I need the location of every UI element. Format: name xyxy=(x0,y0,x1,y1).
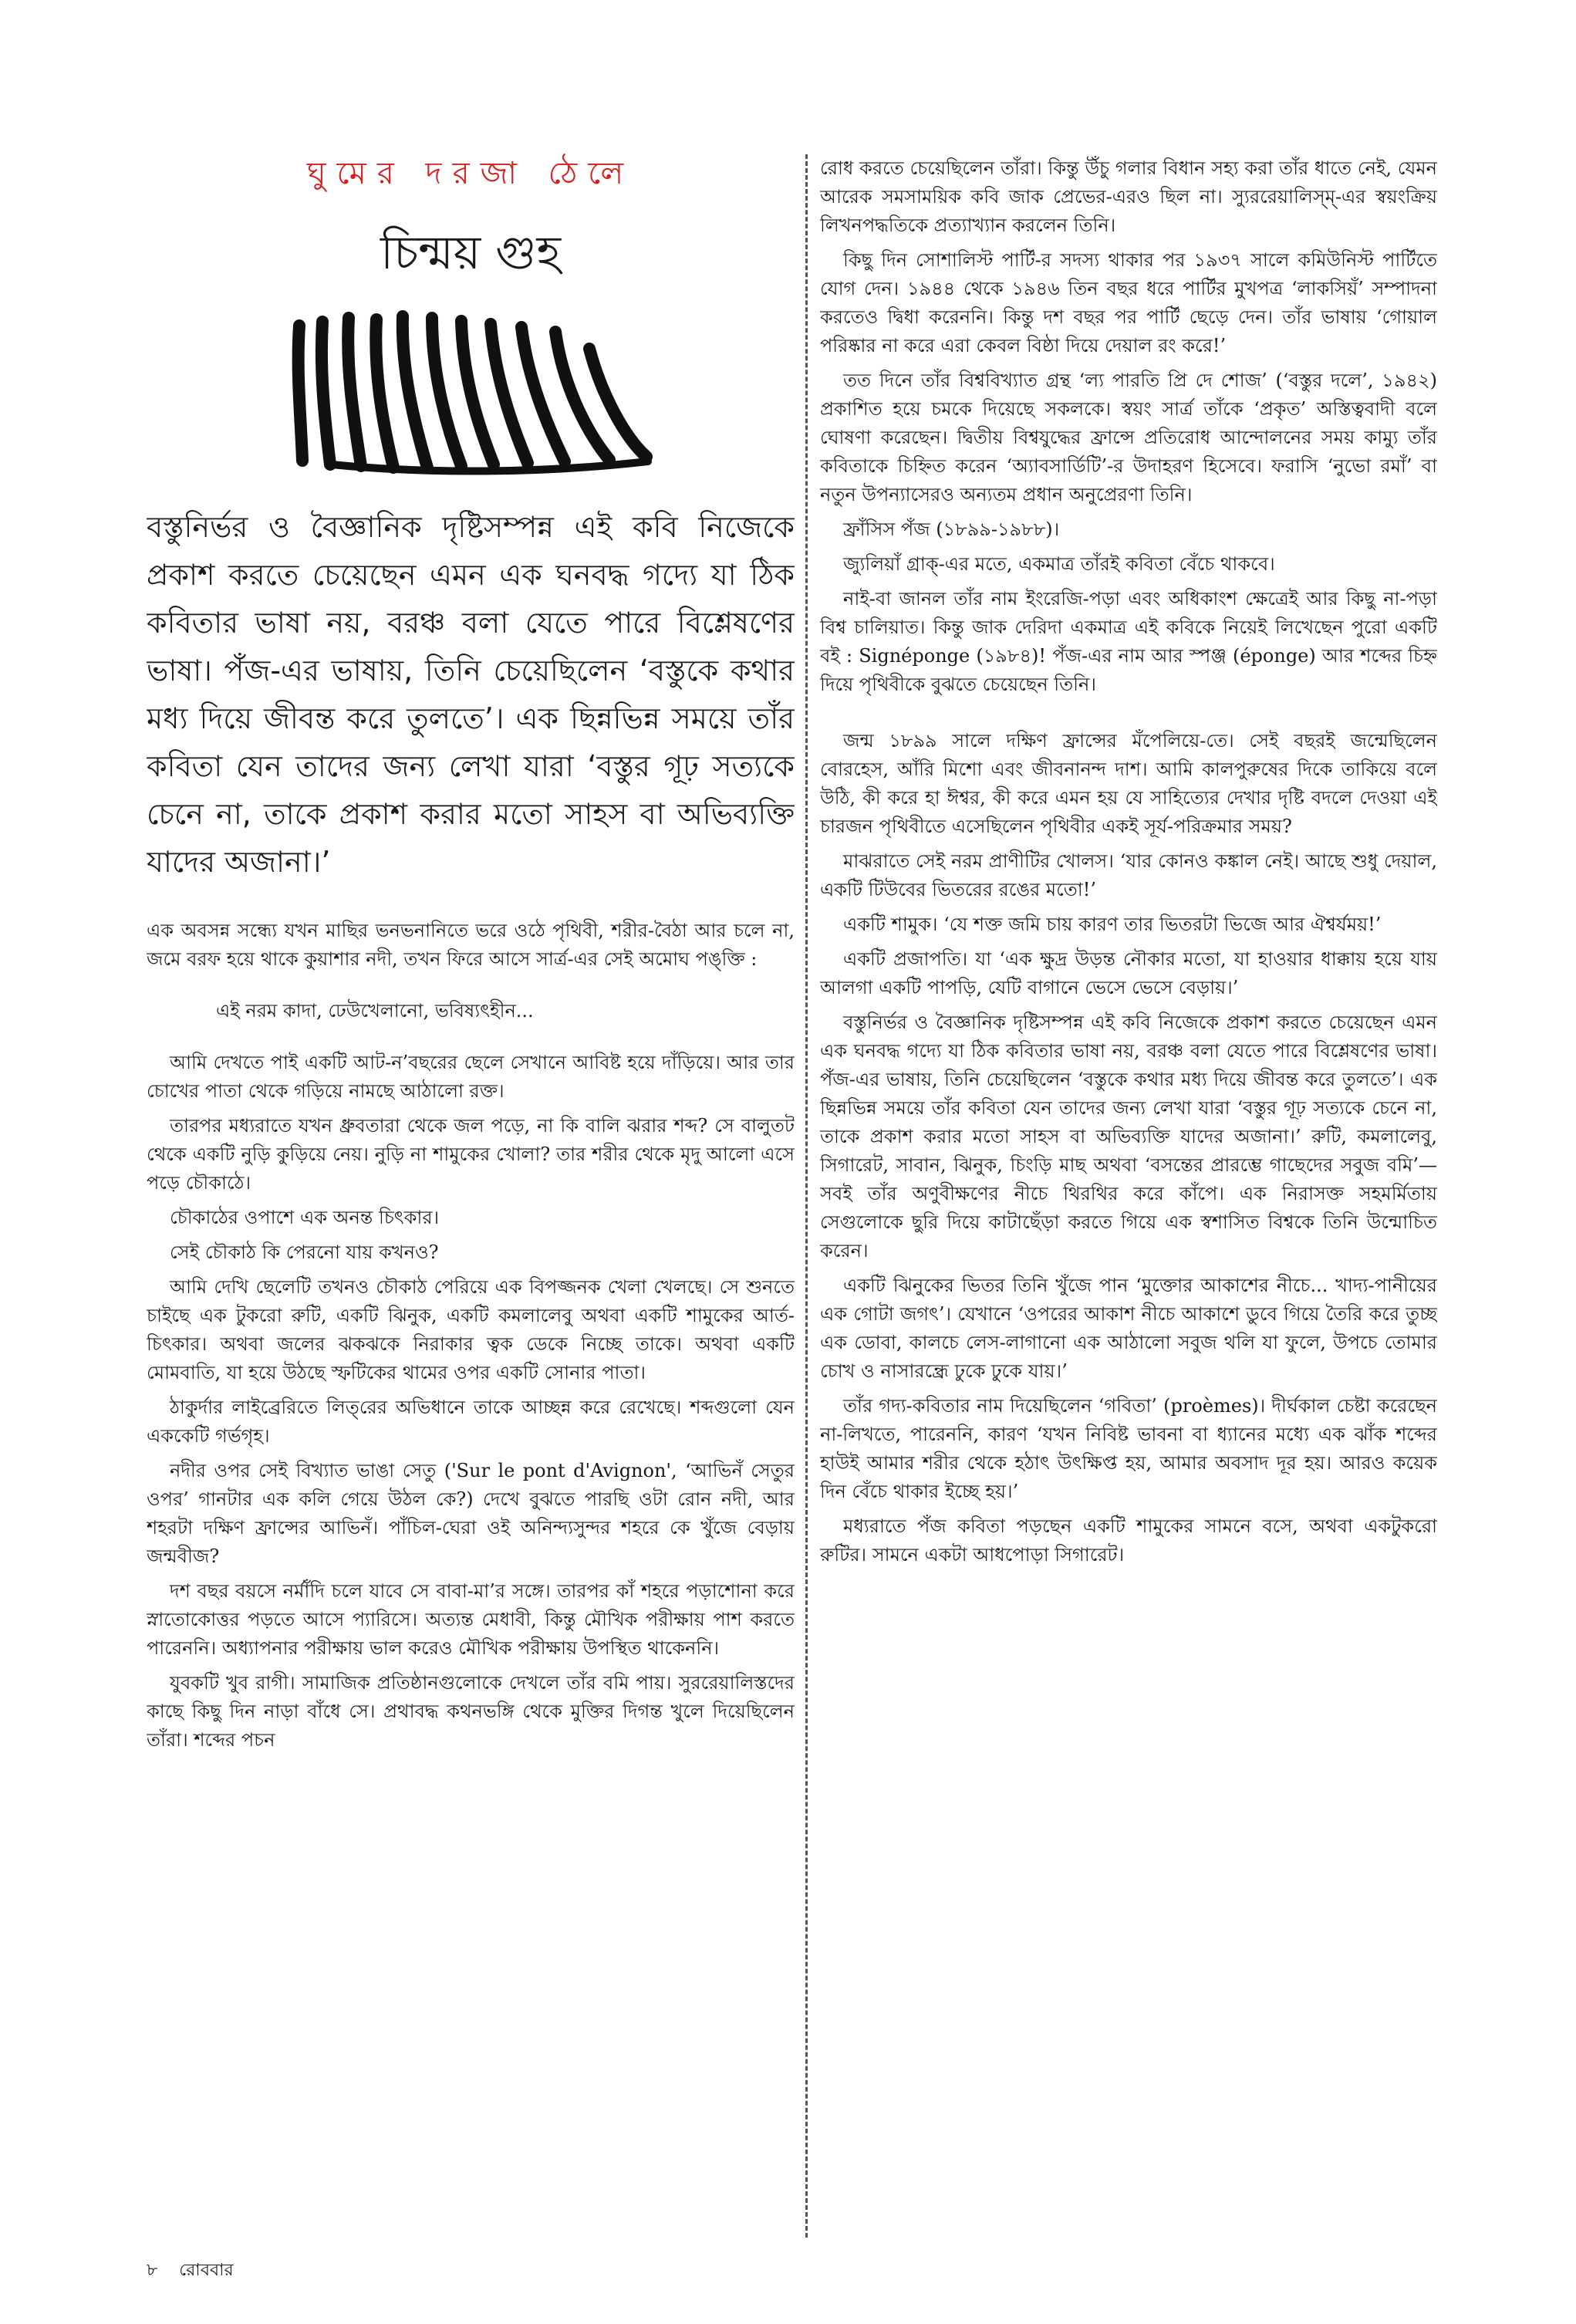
right-paragraph-14: মধ্যরাতে পঁজ কবিতা পড়ছেন একটি শামুকের সামনে বসে, অথবা একটুকরো রুটির। সামনে একটা আধপোড়া সিগারেট। xyxy=(820,1515,1437,1566)
left-paragraph-2: আমি দেখতে পাই একটি আট-ন’বছরের ছেলে সেখানে আবিষ্ট হয়ে দাঁড়িয়ে। আর তার চোখের পাতা থেকে গড়িয়ে নামছে আঠালো রক্ত। xyxy=(147,1052,795,1102)
left-paragraph-7: ঠাকুর্দার লাইব্রেরিতে লিত্‌রের অভিধানে তাকে আচ্ছন্ন করে রেখেছে। শব্দগুলো যেন এককেটি গর্ভগৃহ। xyxy=(147,1397,795,1447)
right-paragraph-1: রোধ করতে চেয়েছিলেন তাঁরা। কিন্তু উঁচু গলার বিধান সহ্য করা তাঁর ধাতে নেই, যেমন আরেক সমসাময়িক কবি জাক প্রেভের-এরও ছিল না। স্যুররেয়ালিস্‌ম্‌-এর স্বয়ংক্রিয় লিখনপদ্ধতিকে প্রত্যাখ্যান করলেন তিনি। xyxy=(820,157,1437,236)
left-paragraph-8: নদীর ওপর সেই বিখ্যাত ভাঙা সেতু ('Sur le pont d'Avignon', ‘আভিনঁ সেতুর ওপর’ গানটার এক কলি গেয়ে উঠল কে?) দেখে বুঝতে পারছি ওটা রোন নদী, আর শহরটা দক্ষিণ ফ্রান্সের আভিনঁ। পাঁচিল-ঘেরা ওই অনিন্দ্যসুন্দর শহরে কে খুঁজে বেড়ায় জন্মবীজ? xyxy=(147,1460,795,1567)
left-paragraph-4: চৌকাঠের ওপাশে এক অনন্ত চিৎকার। xyxy=(170,1207,440,1228)
right-paragraph-13: তাঁর গদ্য-কবিতার নাম দিয়েছিলেন ‘গবিতা’ (proèmes)। দীর্ঘকাল চেষ্টা করেছেন না-লিখতে, পারেননি, কারণ ‘যখন নিবিষ্ট ভাবনা বা ধ্যানের মধ্যে এক ঝাঁক শব্দের হাউই আমার শরীর থেকে হঠাৎ উৎক্ষিপ্ত হয়, আমার অবসাদ দূর হয়। আরও কয়েক দিন বেঁচে থাকার ইচ্ছে হয়।’ xyxy=(820,1395,1437,1502)
right-paragraph-12: একটি ঝিনুকের ভিতর তিনি খুঁজে পান ‘মুক্তোর আকাশের নীচে... খাদ্য-পানীয়ের এক গোটা জগৎ’। যেখানে ‘ওপরের আকাশ নীচে আকাশে ডুবে গিয়ে তৈরি করে তুচ্ছ এক ডোবা, কালচে লেস-লাগানো এক আঠালো সবুজ থলি যা ফুলে, উপচে তোমার চোখ ও নাসারন্ধ্রে ঢুকে ঢুকে যায়।’ xyxy=(820,1275,1437,1382)
article-kicker: ঘুমের দরজা ঠেলে xyxy=(306,156,635,191)
page-footer xyxy=(147,2257,234,2285)
page-number: ৮ xyxy=(147,2261,158,2280)
right-paragraph-10: একটি প্রজাপতি। যা ‘এক ক্ষুদ্র উড়ন্ত নৌকার মতো, যা হাওয়ার ধাক্কায় হয়ে যায় আলগা একটি পাপড়ি, যেটি বাগানে ভেসে ভেসে বেড়ায়।’ xyxy=(820,948,1437,998)
right-paragraph-9: একটি শামুক। ‘যে শক্ত জমি চায় কারণ তার ভিতরটা ভিজে আর ঐশ্বর্যময়!’ xyxy=(843,914,1382,935)
right-paragraph-5: জ্যুলিয়াঁ গ্রাক্‌-এর মতে, একমাত্র তাঁরই কবিতা বেঁচে থাকবে। xyxy=(843,553,1275,575)
column-divider xyxy=(805,154,808,2238)
section-gap xyxy=(820,705,1437,727)
right-paragraph-3: তত দিনে তাঁর বিশ্ববিখ্যাত গ্রন্থ ‘ল্য পারতি প্রি দে শোজ’ (‘বস্তুর দলে’, ১৯৪২) প্রকাশিত হয়ে চমকে দিয়েছে সকলকে। স্বয়ং সার্ত্র তাঁকে ‘প্রকৃত’ অস্তিত্ববাদী বলে ঘোষণা করেছেন। দ্বিতীয় বিশ্বযুদ্ধের ফ্রান্সে প্রতিরোধ আন্দোলনের সময় কাম্যু তাঁর কবিতাকে চিহ্নিত করেন ‘অ্যাবসার্ডিটি’-র উদাহরণ হিসেবে। ফরাসি ‘নুভো রমাঁ’ বা নতুন উপন্যাসেরও অন্যতম প্রধান অনুপ্রেরণা তিনি। xyxy=(820,370,1437,505)
left-paragraph-6: আমি দেখি ছেলেটি তখনও চৌকাঠ পেরিয়ে এক বিপজ্জনক খেলা খেলছে। সে শুনতে চাইছে এক টুকরো রুটি, একটি ঝিনুক, একটি কমলালেবু অথবা একটি শামুকের আর্ত-চিৎকার। অথবা জলের ঝকঝকে নিরাকার ত্বক ডেকে নিচ্ছে তাকে। অথবা একটি মোমবাতি, যা হয়ে উঠছে স্ফটিকের থামের ওপর একটি সোনার পাতা। xyxy=(147,1276,795,1383)
left-paragraph-5: সেই চৌকাঠ কি পেরনো যায় কখনও? xyxy=(170,1241,439,1263)
verse-quote: এই নরম কাদা, ঢেউখেলানো, ভবিষ্যৎহীন... xyxy=(216,1000,534,1022)
author-name: চিন্ময় গুহ xyxy=(380,226,562,280)
left-paragraph-1: এক অবসন্ন সন্ধ্যে যখন মাছির ভনভনানিতে ভরে ওঠে পৃথিবী, শরীর-বৈঠা আর চলে না, জমে বরফ হয়ে থাকে কুয়াশার নদী, তখন ফিরে আসে সার্ত্র-এর সেই অমোঘ পঙ্‌ক্তি : xyxy=(147,920,795,970)
left-column xyxy=(147,135,795,2234)
left-paragraph-3: তারপর মধ্যরাতে যখন ধ্রুবতারা থেকে জল পড়ে, না কি বালি ঝরার শব্দ? সে বালুতট থেকে একটি নুড়ি কুড়িয়ে নেয়। নুড়ি না শামুকের খোলা? তার শরীর থেকে মৃদু আলো এসে পড়ে চৌকাঠে। xyxy=(147,1115,795,1194)
right-paragraph-4: ফ্রাঁসিস পঁজ (১৮৯৯-১৯৮৮)। xyxy=(843,519,1060,540)
right-column xyxy=(820,154,1437,2245)
right-paragraph-6: নাই-বা জানল তাঁর নাম ইংরেজি-পড়া এবং অধিকাংশ ক্ষেত্রেই আর কিছু না-পড়া বিশ্ব চালিয়াত। কিন্তু জাক দেরিদা একমাত্র এই কবিকে নিয়েই লিখেছেন পুরো একটি বই : Signéponge (১৯৮৪)! পঁজ-এর নাম আর স্পঞ্জ (éponge) আর শব্দের চিহ্ন দিয়ে পৃথিবীকে বুঝতে চেয়েছেন তিনি। xyxy=(820,588,1437,695)
signature-illustration xyxy=(285,302,656,480)
right-paragraph-11: বস্তুনির্ভর ও বৈজ্ঞানিক দৃষ্টিসম্পন্ন এই কবি নিজেকে প্রকাশ করতে চেয়েছেন এমন এক ঘনবদ্ধ গদ্যে যা ঠিক কবিতার ভাষা নয়, বরঞ্চ বলা যেতে পারে বিশ্লেষণের ভাষা। পঁজ-এর ভাষায়, তিনি চেয়েছিলেন ‘বস্তুকে কথার মধ্য দিয়ে জীবন্ত করে তুলতে’। এক ছিন্নভিন্ন সময়ে তাঁর কবিতা যেন তাদের জন্য লেখা যারা ‘বস্তুর গূঢ় সত্যকে চেনে না, তাকে প্রকাশ করার মতো সাহস বা অভিব্যক্তি যাদের অজানা।’ রুটি, কমলালেবু, সিগারেট, সাবান, ঝিনুক, চিংড়ি মাছ অথবা ‘বসন্তের প্রারম্ভে গাছেদের সবুজ বমি’—সবই তাঁর অণুবীক্ষণের নীচে থিরথির করে কাঁপে। এক নিরাসক্ত সহমর্মিতায় সেগুলোকে ছুরি দিয়ে কাটাছেঁড়া করতে গিয়ে এক স্বশাসিত বিশ্বকে তিনি উন্মোচিত করেন। xyxy=(820,1012,1437,1262)
left-paragraph-9: দশ বছর বয়সে নর্মাঁদি চলে যাবে সে বাবা-মা’র সঙ্গে। তারপর কাঁ শহরে পড়াশোনা করে স্নাতোকোত্তর পড়তে আসে প্যারিসে। অত্যন্ত মেধাবী, কিন্তু মৌখিক পরীক্ষায় পাশ করতে পারেননি। অধ্যাপনার পরীক্ষায় ভাল করেও মৌখিক পরীক্ষায় উপস্থিত থাকেননি। xyxy=(147,1580,795,1659)
right-paragraph-2: কিছু দিন সোশালিস্ট পার্টি-র সদস্য থাকার পর ১৯৩৭ সালে কমিউনিস্ট পার্টিতে যোগ দেন। ১৯৪৪ থেকে ১৯৪৬ তিন বছর ধরে পার্টির মুখপত্র ‘লাকসিয়ঁ’ সম্পাদনা করতেও দ্বিধা করেননি। কিন্তু দশ বছর পর পার্টি ছেড়ে দেন। তাঁর ভাষায় ‘গোয়াল পরিষ্কার না করে এরা কেবল বিষ্ঠা দিয়ে দেয়াল রং করে!’ xyxy=(820,249,1437,356)
right-paragraph-7: জন্ম ১৮৯৯ সালে দক্ষিণ ফ্রান্সের মঁপেলিয়ে-তে। সেই বছরই জন্মেছিলেন বোরহেস, আঁরি মিশো এবং জীবনানন্দ দাশ। আমি কালপুরুষের দিকে তাকিয়ে বলে উঠি, কী করে হা ঈশ্বর, কী করে এমন হয় যে সাহিত্যের দেখার দৃষ্টি বদলে দেওয়া এই চারজন পৃথিবীতে এসেছিলেন পৃথিবীর একই সূর্য-পরিক্রমার সময়? xyxy=(820,730,1437,837)
left-paragraph-10: যুবকটি খুব রাগী। সামাজিক প্রতিষ্ঠানগুলোকে দেখলে তাঁর বমি পায়। সুররেয়ালিস্তদের কাছে কিছু দিন নাড়া বাঁধে সে। প্রথাবদ্ধ কথনভঙ্গি থেকে মুক্তির দিগন্ত খুলে দিয়েছিলেন তাঁরা। শব্দের পচন xyxy=(147,1672,795,1751)
publication-name: রোববার xyxy=(179,2261,234,2280)
pull-quote: বস্তুনির্ভর ও বৈজ্ঞানিক দৃষ্টিসম্পন্ন এই কবি নিজেকে প্রকাশ করতে চেয়েছেন এমন এক ঘনবদ্ধ গদ্যে যা ঠিক কবিতার ভাষা নয়, বরঞ্চ বলা যেতে পারে বিশ্লেষণের ভাষা। পঁজ-এর ভাষায়, তিনি চেয়েছিলেন ‘বস্তুকে কথার মধ্য দিয়ে জীবন্ত করে তুলতে’। এক ছিন্নভিন্ন সময়ে তাঁর কবিতা যেন তাদের জন্য লেখা যারা ‘বস্তুর গূঢ় সত্যকে চেনে না, তাকে প্রকাশ করার মতো সাহস বা অভিব্যক্তি যাদের অজানা।’ xyxy=(147,510,795,879)
right-paragraph-8: মাঝরাতে সেই নরম প্রাণীটির খোলস। ‘যার কোনও কঙ্কাল নেই। আছে শুধু দেয়াল, একটি টিউবের ভিতরের রঙের মতো!’ xyxy=(820,850,1437,900)
